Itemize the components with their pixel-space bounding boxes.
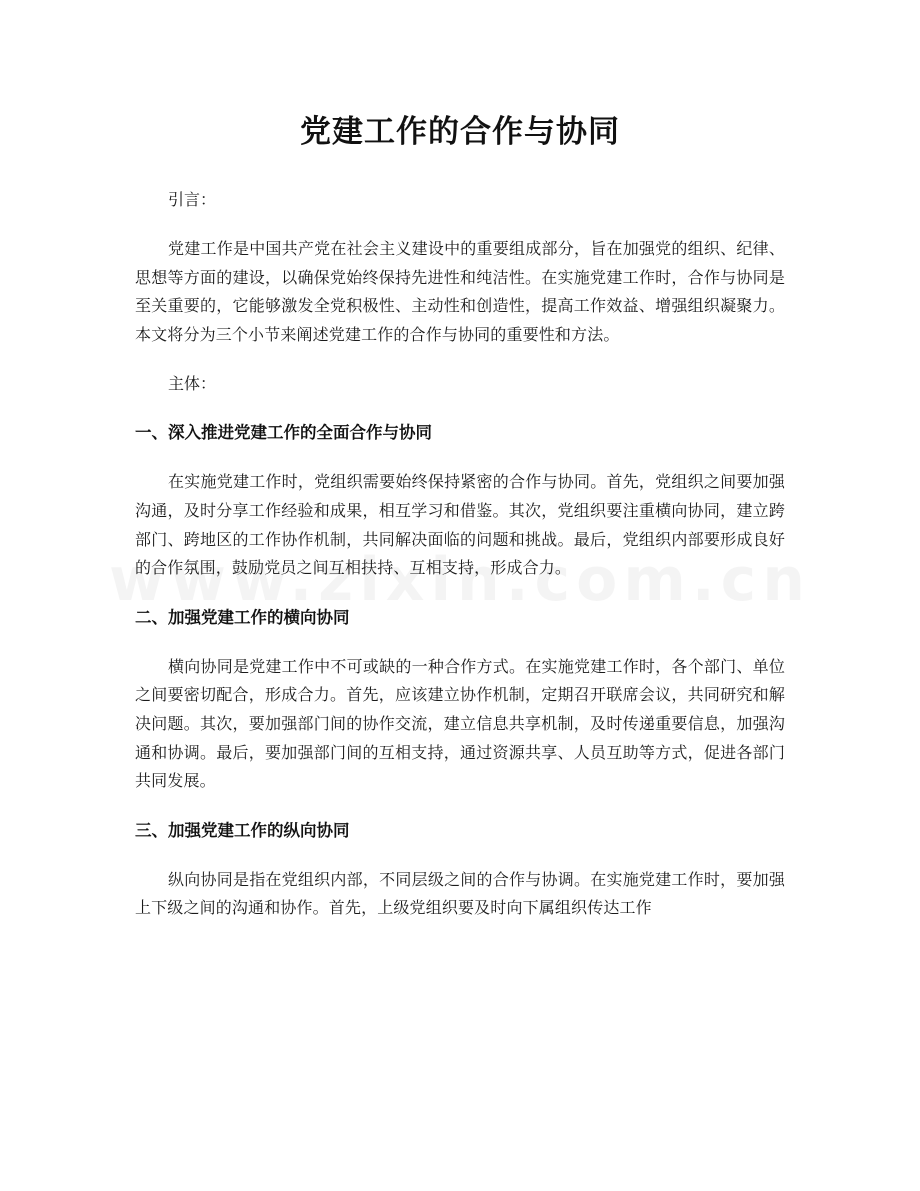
main-label: 主体： xyxy=(168,374,217,394)
section-1-paragraph: 在实施党建工作时，党组织需要始终保持紧密的合作与协同。首先，党组织之间要加强沟通，及时分享工作经验和成果，相互学习和借鉴。其次，党组织要注重横向协同，建立跨部门、跨地区的工作协作机制，共同解决面临的问题和挑战。最后，党组织内部要形成良好的合作氛围，鼓励党员之间互相扶持、互相支持，形成合力。 xyxy=(135,472,785,578)
section-2-heading: 二、加强党建工作的横向协同 xyxy=(135,607,350,627)
document-title: 党建工作的合作与协同 xyxy=(300,114,620,150)
section-2-paragraph: 横向协同是党建工作中不可或缺的一种合作方式。在实施党建工作时，各个部门、单位之间要密切配合，形成合力。首先，应该建立协作机制，定期召开联席会议，共同研究和解决问题。其次，要加强部门间的协作交流，建立信息共享机制，及时传递重要信息，加强沟通和协调。最后，要加强部门间的互相支持，通过资源共享、人员互助等方式，促进各部门共同发展。 xyxy=(135,656,785,791)
section-3-heading: 三、加强党建工作的纵向协同 xyxy=(135,820,350,840)
section-3-paragraph: 纵向协同是指在党组织内部，不同层级之间的合作与协调。在实施党建工作时，要加强上下级之间的沟通和协作。首先，上级党组织要及时向下属组织传达工作 xyxy=(135,869,785,918)
intro-paragraph: 党建工作是中国共产党在社会主义建设中的重要组成部分，旨在加强党的组织、纪律、思想等方面的建设，以确保党始终保持先进性和纯洁性。在实施党建工作时，合作与协同是至关重要的，它能够激发全党积极性、主动性和创造性，提高工作效益、增强组织凝聚力。本文将分为三个小节来阐述党建工作的合作与协同的重要性和方法。 xyxy=(135,239,785,344)
intro-label: 引言： xyxy=(168,190,217,209)
section-1-heading: 一、深入推进党建工作的全面合作与协同 xyxy=(135,423,432,443)
